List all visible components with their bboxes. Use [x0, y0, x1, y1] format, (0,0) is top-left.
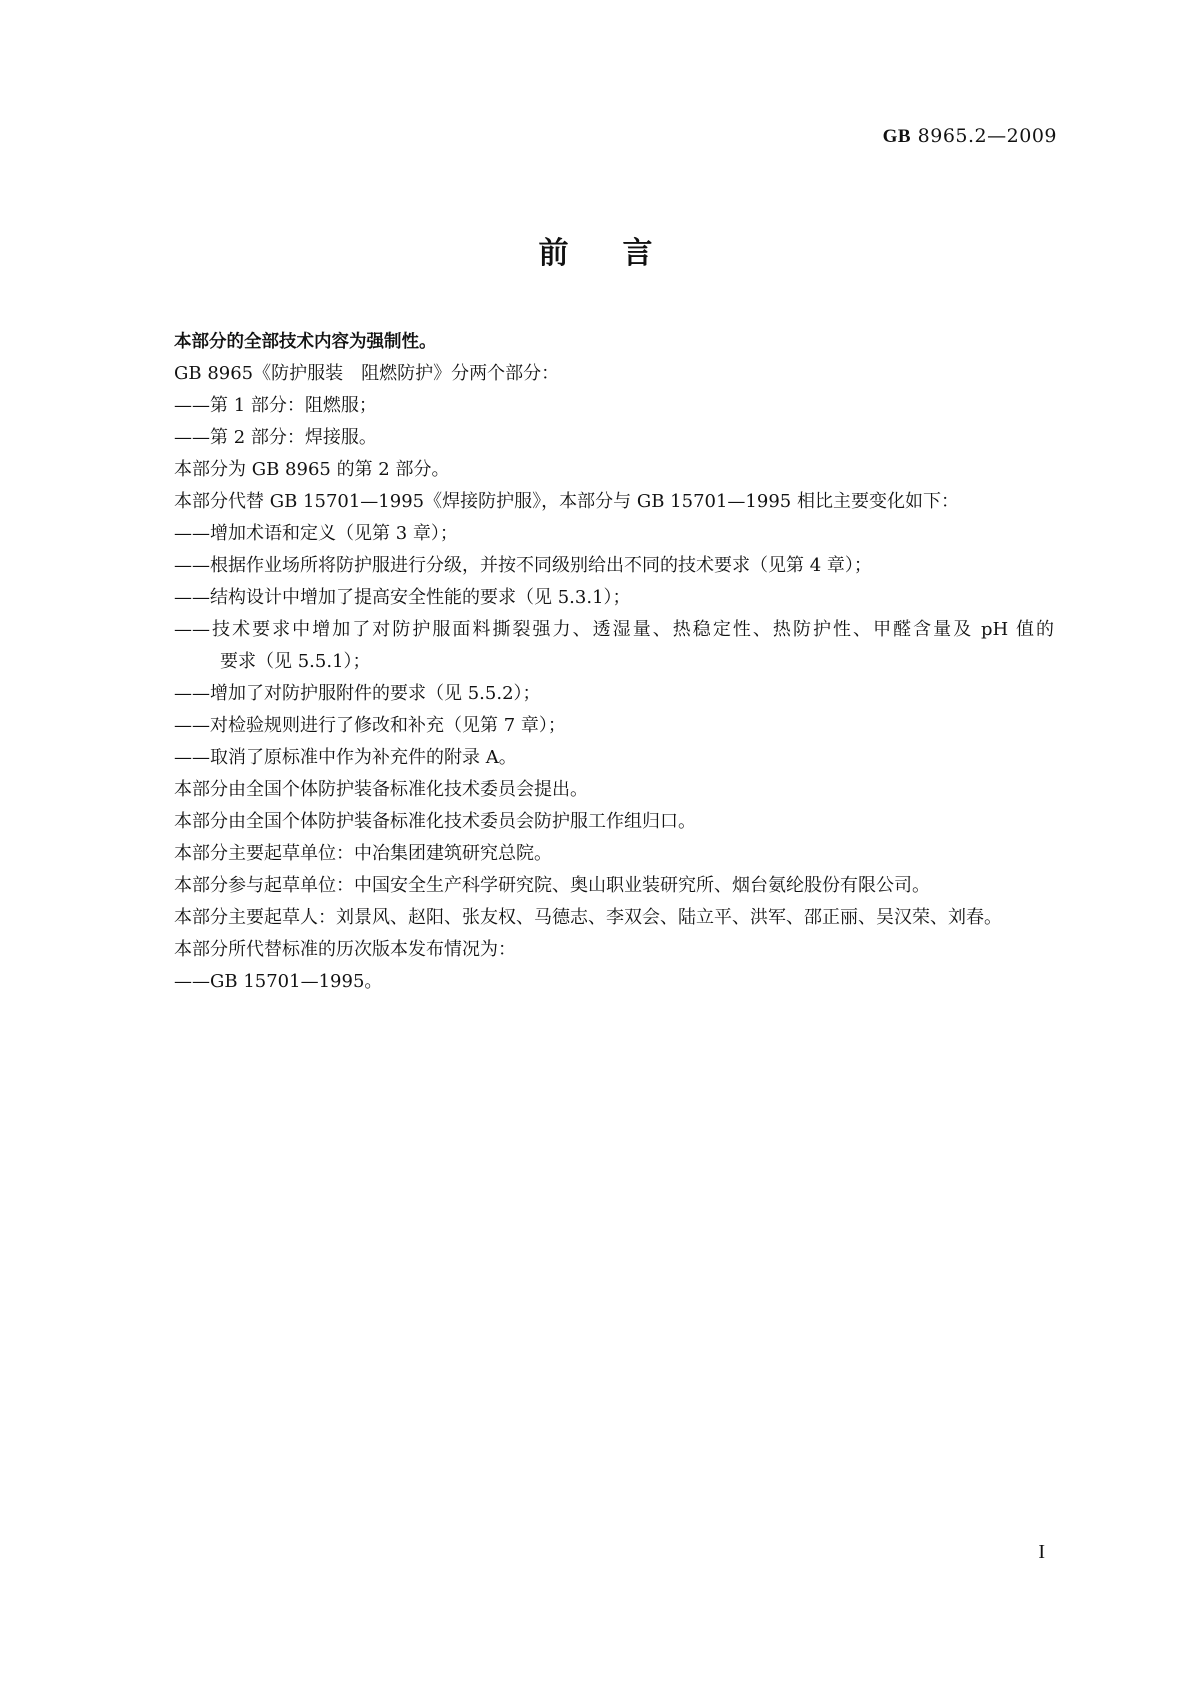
- standard-code-header: [883, 125, 1057, 148]
- list-item: ——对检验规则进行了修改和补充（见第 7 章）；: [174, 715, 566, 736]
- list-item-continuation: 要求（见 5.5.1）；: [220, 651, 371, 672]
- page-number: I: [1038, 1541, 1045, 1563]
- paragraph: GB 8965《防护服装 阻燃防护》分两个部分：: [174, 363, 560, 384]
- page-title: 前言: [538, 236, 707, 271]
- list-item: ——根据作业场所将防护服进行分级，并按不同级别给出不同的技术要求（见第 4 章）；: [174, 555, 872, 576]
- list-item: ——GB 15701—1995。: [174, 971, 383, 992]
- paragraph: 本部分所代替标准的历次版本发布情况为：: [174, 939, 516, 960]
- standard-prefix: GB: [882, 126, 912, 147]
- paragraph: 本部分代替 GB 15701—1995《焊接防护服》，本部分与 GB 15701—1995 相比主要变化如下：: [174, 491, 959, 512]
- list-item: ——增加术语和定义（见第 3 章）；: [174, 523, 458, 544]
- paragraph: 本部分主要起草人：刘景风、赵阳、张友权、马德志、李双会、陆立平、洪军、邵正丽、吴汉荣、刘春。: [174, 907, 1002, 928]
- paragraph-mandatory-statement: 本部分的全部技术内容为强制性。: [174, 332, 437, 352]
- list-item: ——结构设计中增加了提高安全性能的要求（见 5.3.1）；: [174, 587, 631, 608]
- list-item: ——取消了原标准中作为补充件的附录 A。: [174, 747, 517, 768]
- paragraph: 本部分主要起草单位：中冶集团建筑研究总院。: [174, 843, 552, 864]
- paragraph: 本部分参与起草单位：中国安全生产科学研究院、奥山职业装研究所、烟台氨纶股份有限公司。: [174, 875, 930, 896]
- paragraph: 本部分为 GB 8965 的第 2 部分。: [174, 459, 450, 480]
- foreword-body: [174, 326, 1054, 998]
- list-item: ——技术要求中增加了对防护服面料撕裂强力、透湿量、热稳定性、热防护性、甲醛含量及 pH 值的: [174, 619, 1054, 640]
- list-item: ——第 2 部分：焊接服。: [174, 427, 377, 448]
- list-item: ——第 1 部分：阻燃服；: [174, 395, 377, 416]
- paragraph: 本部分由全国个体防护装备标准化技术委员会防护服工作组归口。: [174, 811, 696, 832]
- paragraph: 本部分由全国个体防护装备标准化技术委员会提出。: [174, 779, 588, 800]
- standard-number: 8965.2—2009: [917, 125, 1057, 147]
- list-item: ——增加了对防护服附件的要求（见 5.5.2）；: [174, 683, 541, 704]
